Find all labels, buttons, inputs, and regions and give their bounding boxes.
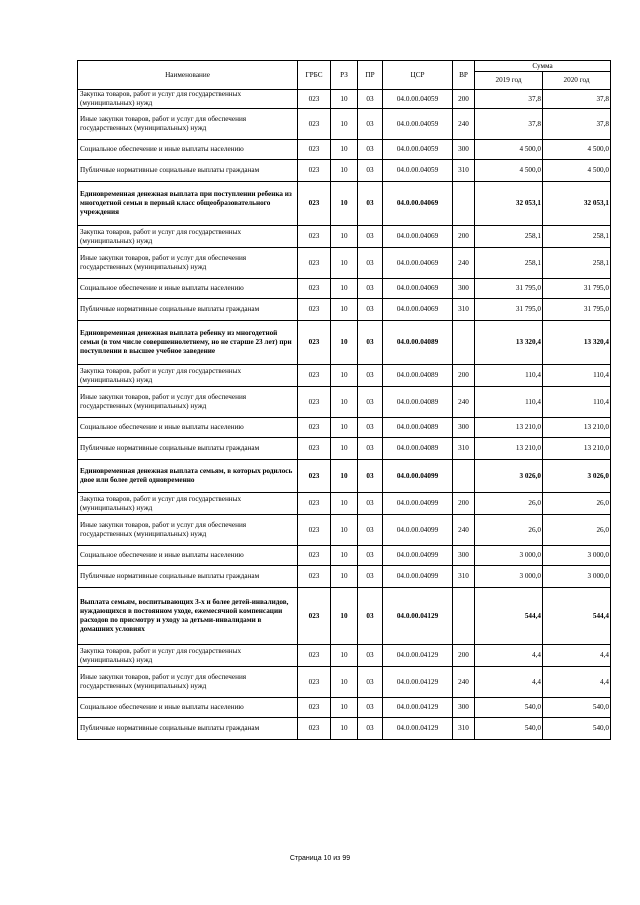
- table-row: [78, 365, 611, 387]
- table-cell-vr: 200: [453, 226, 475, 248]
- table-cell-grbs: 023: [298, 718, 331, 740]
- table-cell-pr: 03: [358, 438, 383, 460]
- table-cell-pr: 03: [358, 182, 383, 226]
- table-cell-2019: 544,4: [475, 588, 543, 645]
- table-cell-name: Публичные нормативные социальные выплаты гражданам: [78, 299, 298, 321]
- table-cell-name: Иные закупки товаров, работ и услуг для обеспечения государственных (муниципальных) нужд: [78, 667, 298, 698]
- table-cell-2019: 26,0: [475, 515, 543, 546]
- table-cell-name: Социальное обеспечение и иные выплаты населению: [78, 279, 298, 299]
- table-row: [78, 299, 611, 321]
- table-cell-2019: 4,4: [475, 645, 543, 667]
- table-cell-rz: 10: [331, 299, 358, 321]
- table-cell-grbs: 023: [298, 299, 331, 321]
- table-cell-vr: 240: [453, 109, 475, 140]
- table-cell-name: Иные закупки товаров, работ и услуг для обеспечения государственных (муниципальных) нужд: [78, 248, 298, 279]
- table-row: [78, 515, 611, 546]
- table-cell-vr: 240: [453, 387, 475, 418]
- page-number: Страница 10 из 99: [289, 855, 351, 862]
- table-cell-name: Закупка товаров, работ и услуг для государственных (муниципальных) нужд: [78, 226, 298, 248]
- header-name: Наименование: [78, 61, 298, 90]
- table-cell-vr: 300: [453, 546, 475, 566]
- table-cell-2020: 32 053,1: [543, 182, 611, 226]
- table-cell-rz: 10: [331, 182, 358, 226]
- table-row: [78, 109, 611, 140]
- table-cell-rz: 10: [331, 365, 358, 387]
- table-cell-pr: 03: [358, 279, 383, 299]
- table-cell-grbs: 023: [298, 515, 331, 546]
- header-sum: Сумма: [475, 61, 611, 72]
- table-cell-pr: 03: [358, 515, 383, 546]
- table-cell-pr: 03: [358, 493, 383, 515]
- table-cell-vr: 200: [453, 365, 475, 387]
- table-cell-rz: 10: [331, 493, 358, 515]
- table-cell-2020: 13 320,4: [543, 321, 611, 365]
- table-row: [78, 387, 611, 418]
- table-row: [78, 279, 611, 299]
- table-cell-name: Единовременная денежная выплата при поступлении ребенка из многодетной семьи в первый класс общеобразовательного учреждения: [78, 182, 298, 226]
- table-cell-csr: 04.0.00.04059: [383, 140, 453, 160]
- table-cell-csr: 04.0.00.04059: [383, 160, 453, 182]
- table-cell-rz: 10: [331, 418, 358, 438]
- table-cell-vr: 300: [453, 140, 475, 160]
- table-cell-2019: 258,1: [475, 248, 543, 279]
- table-cell-name: Публичные нормативные социальные выплаты гражданам: [78, 718, 298, 740]
- table-cell-csr: 04.0.00.04129: [383, 588, 453, 645]
- table-cell-pr: 03: [358, 645, 383, 667]
- header-vr: ВР: [453, 61, 475, 90]
- table-cell-pr: 03: [358, 566, 383, 588]
- table-row: [78, 546, 611, 566]
- table-row: [78, 667, 611, 698]
- table-cell-name: Публичные нормативные социальные выплаты гражданам: [78, 438, 298, 460]
- table-row-section: [78, 182, 611, 226]
- table-cell-vr: 310: [453, 299, 475, 321]
- table-cell-2019: 110,4: [475, 387, 543, 418]
- table-cell-grbs: 023: [298, 160, 331, 182]
- table-cell-csr: 04.0.00.04089: [383, 365, 453, 387]
- table-cell-pr: 03: [358, 140, 383, 160]
- table-row-section: [78, 460, 611, 493]
- table-cell-2020: 26,0: [543, 493, 611, 515]
- table-cell-2020: 110,4: [543, 387, 611, 418]
- table-cell-pr: 03: [358, 698, 383, 718]
- table-cell-vr: 300: [453, 279, 475, 299]
- table-row: [78, 160, 611, 182]
- table-cell-2020: 4 500,0: [543, 140, 611, 160]
- table-cell-2020: 110,4: [543, 365, 611, 387]
- table-cell-grbs: 023: [298, 698, 331, 718]
- budget-table: [77, 60, 611, 740]
- table-cell-pr: 03: [358, 365, 383, 387]
- table-cell-csr: 04.0.00.04069: [383, 226, 453, 248]
- table-cell-rz: 10: [331, 140, 358, 160]
- table-cell-csr: 04.0.00.04129: [383, 698, 453, 718]
- header-csr: ЦСР: [383, 61, 453, 90]
- table-cell-grbs: 023: [298, 90, 331, 109]
- table-cell-grbs: 023: [298, 645, 331, 667]
- table-cell-rz: 10: [331, 515, 358, 546]
- table-cell-grbs: 023: [298, 109, 331, 140]
- table-cell-csr: 04.0.00.04099: [383, 493, 453, 515]
- table-cell-2019: 258,1: [475, 226, 543, 248]
- table-cell-2020: 31 795,0: [543, 279, 611, 299]
- table-row: [78, 90, 611, 109]
- table-cell-2019: 13 210,0: [475, 438, 543, 460]
- table-cell-csr: 04.0.00.04099: [383, 566, 453, 588]
- table-cell-vr: 300: [453, 418, 475, 438]
- table-cell-2019: 37,8: [475, 109, 543, 140]
- table-row: [78, 226, 611, 248]
- table-cell-name: Социальное обеспечение и иные выплаты населению: [78, 418, 298, 438]
- table-cell-name: Закупка товаров, работ и услуг для государственных (муниципальных) нужд: [78, 365, 298, 387]
- table-cell-2019: 4 500,0: [475, 140, 543, 160]
- header-rz: РЗ: [331, 61, 358, 90]
- table-cell-vr: [453, 321, 475, 365]
- table-cell-2019: 13 320,4: [475, 321, 543, 365]
- table-cell-grbs: 023: [298, 387, 331, 418]
- table-row: [78, 566, 611, 588]
- table-cell-vr: 200: [453, 90, 475, 109]
- table-cell-rz: 10: [331, 90, 358, 109]
- table-cell-2019: 3 026,0: [475, 460, 543, 493]
- table-cell-rz: 10: [331, 718, 358, 740]
- table-cell-rz: 10: [331, 109, 358, 140]
- table-cell-rz: 10: [331, 279, 358, 299]
- table-cell-2020: 13 210,0: [543, 418, 611, 438]
- table-cell-name: Закупка товаров, работ и услуг для государственных (муниципальных) нужд: [78, 493, 298, 515]
- table-cell-pr: 03: [358, 460, 383, 493]
- table-row-section: [78, 321, 611, 365]
- table-row: [78, 718, 611, 740]
- table-cell-vr: 200: [453, 493, 475, 515]
- table-cell-2020: 544,4: [543, 588, 611, 645]
- table-cell-grbs: 023: [298, 493, 331, 515]
- table-cell-pr: 03: [358, 109, 383, 140]
- table-cell-grbs: 023: [298, 438, 331, 460]
- table-cell-name: Закупка товаров, работ и услуг для государственных (муниципальных) нужд: [78, 645, 298, 667]
- table-cell-grbs: 023: [298, 279, 331, 299]
- table-cell-2019: 540,0: [475, 718, 543, 740]
- table-cell-grbs: 023: [298, 566, 331, 588]
- table-cell-csr: 04.0.00.04099: [383, 546, 453, 566]
- table-cell-vr: 310: [453, 566, 475, 588]
- table-row-section: [78, 588, 611, 645]
- table-cell-vr: 240: [453, 248, 475, 279]
- table-cell-rz: 10: [331, 546, 358, 566]
- table-header: [78, 61, 611, 90]
- table-cell-name: Закупка товаров, работ и услуг для государственных (муниципальных) нужд: [78, 90, 298, 109]
- table-cell-rz: 10: [331, 566, 358, 588]
- table-cell-csr: 04.0.00.04069: [383, 299, 453, 321]
- table-cell-2019: 31 795,0: [475, 299, 543, 321]
- table-cell-csr: 04.0.00.04069: [383, 248, 453, 279]
- table-cell-pr: 03: [358, 226, 383, 248]
- table-cell-grbs: 023: [298, 546, 331, 566]
- table-cell-rz: 10: [331, 387, 358, 418]
- table-cell-vr: [453, 588, 475, 645]
- table-cell-csr: 04.0.00.04059: [383, 109, 453, 140]
- table-cell-2019: 110,4: [475, 365, 543, 387]
- table-cell-2020: 3 000,0: [543, 566, 611, 588]
- table-cell-2020: 31 795,0: [543, 299, 611, 321]
- table-cell-pr: 03: [358, 546, 383, 566]
- table-cell-2020: 4,4: [543, 667, 611, 698]
- table-cell-2020: 3 026,0: [543, 460, 611, 493]
- table-cell-grbs: 023: [298, 182, 331, 226]
- table-cell-name: Единовременная денежная выплата ребенку из многодетной семьи (в том числе совершеннолетнему, но не старше 23 лет) при поступлении в высшее учебное заведение: [78, 321, 298, 365]
- table-row: [78, 248, 611, 279]
- table-cell-vr: 200: [453, 645, 475, 667]
- table-cell-vr: 240: [453, 515, 475, 546]
- table-cell-pr: 03: [358, 248, 383, 279]
- table-cell-pr: 03: [358, 387, 383, 418]
- table-cell-name: Иные закупки товаров, работ и услуг для обеспечения государственных (муниципальных) нужд: [78, 387, 298, 418]
- table-cell-2020: 4 500,0: [543, 160, 611, 182]
- table-row: [78, 438, 611, 460]
- table-cell-rz: 10: [331, 645, 358, 667]
- table-cell-rz: 10: [331, 588, 358, 645]
- table-cell-grbs: 023: [298, 226, 331, 248]
- table-body: [78, 90, 611, 740]
- table-cell-rz: 10: [331, 160, 358, 182]
- table-row: [78, 418, 611, 438]
- table-cell-pr: 03: [358, 667, 383, 698]
- table-cell-csr: 04.0.00.04089: [383, 387, 453, 418]
- table-cell-csr: 04.0.00.04129: [383, 667, 453, 698]
- table-cell-csr: 04.0.00.04089: [383, 438, 453, 460]
- table-cell-grbs: 023: [298, 588, 331, 645]
- table-cell-rz: 10: [331, 698, 358, 718]
- table-cell-pr: 03: [358, 718, 383, 740]
- table-cell-name: Иные закупки товаров, работ и услуг для обеспечения государственных (муниципальных) нужд: [78, 109, 298, 140]
- table-row: [78, 140, 611, 160]
- table-cell-2020: 540,0: [543, 718, 611, 740]
- table-cell-rz: 10: [331, 248, 358, 279]
- table-cell-2019: 540,0: [475, 698, 543, 718]
- table-cell-pr: 03: [358, 321, 383, 365]
- table-cell-2020: 3 000,0: [543, 546, 611, 566]
- table-cell-vr: 310: [453, 160, 475, 182]
- table-cell-csr: 04.0.00.04099: [383, 515, 453, 546]
- table-cell-name: Публичные нормативные социальные выплаты гражданам: [78, 566, 298, 588]
- table-cell-2019: 3 000,0: [475, 566, 543, 588]
- table-cell-2020: 26,0: [543, 515, 611, 546]
- table-cell-pr: 03: [358, 299, 383, 321]
- table-cell-grbs: 023: [298, 365, 331, 387]
- header-pr: ПР: [358, 61, 383, 90]
- table-cell-rz: 10: [331, 667, 358, 698]
- table-cell-vr: [453, 182, 475, 226]
- table-cell-name: Публичные нормативные социальные выплаты гражданам: [78, 160, 298, 182]
- table-cell-name: Единовременная денежная выплата семьям, в которых родилось двое или более детей одновременно: [78, 460, 298, 493]
- header-year-2020: 2020 год: [543, 72, 611, 90]
- table-cell-grbs: 023: [298, 140, 331, 160]
- header-grbs: ГРБС: [298, 61, 331, 90]
- table-cell-2019: 32 053,1: [475, 182, 543, 226]
- table-cell-2020: 258,1: [543, 248, 611, 279]
- table-row: [78, 698, 611, 718]
- table-cell-pr: 03: [358, 418, 383, 438]
- table-cell-2019: 26,0: [475, 493, 543, 515]
- table-cell-2020: 37,8: [543, 90, 611, 109]
- table-cell-pr: 03: [358, 588, 383, 645]
- table-cell-name: Социальное обеспечение и иные выплаты населению: [78, 140, 298, 160]
- table-cell-2019: 4 500,0: [475, 160, 543, 182]
- table-cell-name: Социальное обеспечение и иные выплаты населению: [78, 546, 298, 566]
- table-cell-2020: 540,0: [543, 698, 611, 718]
- table-cell-2019: 3 000,0: [475, 546, 543, 566]
- table-cell-grbs: 023: [298, 248, 331, 279]
- table-cell-grbs: 023: [298, 321, 331, 365]
- table-cell-rz: 10: [331, 460, 358, 493]
- table-cell-rz: 10: [331, 226, 358, 248]
- table-cell-vr: 310: [453, 438, 475, 460]
- header-year-2019: 2019 год: [475, 72, 543, 90]
- table-cell-name: Выплата семьям, воспитывающих 3-х и более детей-инвалидов, нуждающихся в постоянном уходе, ежемесячной компенсации расходов по присмотру и уходу за детьми-инвалидами в домашних условиях: [78, 588, 298, 645]
- table-row: [78, 645, 611, 667]
- table-cell-csr: 04.0.00.04069: [383, 279, 453, 299]
- table-cell-vr: 310: [453, 718, 475, 740]
- table-cell-vr: [453, 460, 475, 493]
- table-cell-grbs: 023: [298, 667, 331, 698]
- table-cell-vr: 300: [453, 698, 475, 718]
- table-cell-csr: 04.0.00.04129: [383, 718, 453, 740]
- table-cell-rz: 10: [331, 438, 358, 460]
- table-row: [78, 493, 611, 515]
- table-cell-2020: 258,1: [543, 226, 611, 248]
- table-cell-vr: 240: [453, 667, 475, 698]
- table-cell-2020: 4,4: [543, 645, 611, 667]
- table-cell-2019: 4,4: [475, 667, 543, 698]
- table-cell-pr: 03: [358, 160, 383, 182]
- table-cell-grbs: 023: [298, 418, 331, 438]
- table-cell-csr: 04.0.00.04059: [383, 90, 453, 109]
- table-cell-2019: 13 210,0: [475, 418, 543, 438]
- table-cell-2020: 37,8: [543, 109, 611, 140]
- table-cell-name: Социальное обеспечение и иные выплаты населению: [78, 698, 298, 718]
- table-cell-csr: 04.0.00.04099: [383, 460, 453, 493]
- table-cell-csr: 04.0.00.04089: [383, 321, 453, 365]
- table-cell-2019: 37,8: [475, 90, 543, 109]
- table-cell-rz: 10: [331, 321, 358, 365]
- table-cell-name: Иные закупки товаров, работ и услуг для обеспечения государственных (муниципальных) нужд: [78, 515, 298, 546]
- table-cell-csr: 04.0.00.04069: [383, 182, 453, 226]
- table-cell-2019: 31 795,0: [475, 279, 543, 299]
- table-cell-pr: 03: [358, 90, 383, 109]
- table-cell-csr: 04.0.00.04129: [383, 645, 453, 667]
- table-cell-csr: 04.0.00.04089: [383, 418, 453, 438]
- table-cell-grbs: 023: [298, 460, 331, 493]
- table-cell-2020: 13 210,0: [543, 438, 611, 460]
